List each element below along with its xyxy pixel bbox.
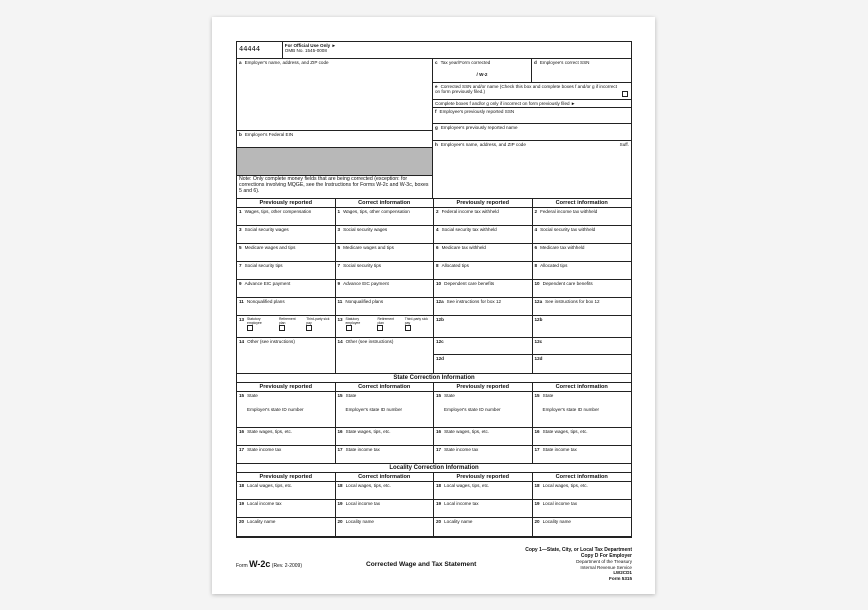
box-b[interactable]: b Employer's Federal EIN: [237, 131, 432, 148]
form-field[interactable]: [237, 482, 336, 499]
box-number: 15: [436, 393, 442, 398]
box-number: 6: [534, 245, 538, 250]
box-number: 17: [534, 447, 540, 452]
box-number: 19: [337, 501, 343, 506]
header-row: [237, 42, 631, 59]
box-number: 15: [337, 393, 343, 398]
money-row: [237, 262, 631, 280]
field-row: [237, 446, 631, 464]
field-row: [237, 428, 631, 446]
box-d[interactable]: d Employee's correct SSN: [534, 60, 590, 65]
box-number: 9: [239, 281, 242, 286]
form-field[interactable]: [434, 446, 533, 463]
field-label: Local income tax: [542, 501, 578, 506]
state-rows: [237, 392, 631, 464]
copy-1-label: Copy 1—State, City, or Local Tax Department: [525, 547, 632, 553]
box-g[interactable]: g Employee's previously reported name: [433, 124, 631, 141]
employer-column: [237, 59, 433, 198]
form-name: W-2c: [249, 559, 271, 569]
complete-note: Complete boxes f and/or g only if incorrect on form previously filed ►: [433, 100, 631, 108]
form-field[interactable]: [533, 244, 632, 261]
box-number: 16: [337, 429, 343, 434]
money-note: Note: Only complete money fields that are being corrected (exception: for corrections involving MQGE, see the Instructions for Forms W-2c and W-3c, boxes 5 and 6).: [239, 176, 429, 194]
box-e-label: Corrected SSN and/or name (Check this box and complete boxes f and/or g if incorrect on form previously filed.): [435, 84, 617, 94]
box-b-label: Employer's Federal EIN: [244, 132, 294, 137]
money-row: [237, 226, 631, 244]
suffix-label: Suff.: [619, 142, 629, 147]
sick-pay-checkbox[interactable]: [306, 325, 312, 331]
box-number: 15: [239, 393, 245, 398]
box-number: 11: [239, 299, 244, 304]
field-label: See instructions for box 12: [545, 299, 600, 304]
form-field[interactable]: [237, 244, 336, 261]
box-number: 4: [436, 227, 439, 232]
box-number: 3: [337, 227, 341, 232]
box-number: 16: [239, 429, 245, 434]
official-use-label: For Official Use Only ►: [284, 43, 337, 48]
box-number: 18: [534, 483, 540, 488]
statutory-checkbox[interactable]: [247, 325, 253, 331]
field-label: Local wages, tips, etc.: [542, 483, 588, 488]
irs-label: Internal Revenue Service: [580, 564, 632, 570]
box-number: 19: [436, 501, 442, 506]
retirement-checkbox[interactable]: [377, 325, 383, 331]
box-number: 20: [534, 519, 540, 524]
box-f-label: Employee's previously reported SSN: [439, 109, 515, 114]
money-row: [237, 280, 631, 298]
box-number: 3: [239, 227, 242, 232]
field-label: Local wages, tips, etc.: [444, 483, 490, 488]
box-d-label: Employee's correct SSN: [539, 60, 590, 65]
box-number: 15: [534, 393, 540, 398]
state-header-row: [237, 383, 631, 392]
box-number: 20: [436, 519, 442, 524]
box-h-label: Employee's name, address, and ZIP code: [440, 142, 526, 147]
box-number: 19: [534, 501, 540, 506]
field-row: [237, 482, 631, 500]
form-field[interactable]: [533, 392, 632, 427]
form-field[interactable]: [533, 500, 632, 517]
money-header-row: [237, 199, 631, 208]
field-label: Social security wages: [244, 227, 289, 232]
form-field[interactable]: [533, 280, 632, 297]
box-number: 12a: [534, 299, 543, 304]
box12d-correct[interactable]: 12d: [534, 356, 543, 361]
box-number: 10: [436, 281, 442, 286]
form-field[interactable]: [237, 226, 336, 243]
box-number: 18: [239, 483, 245, 488]
field-label: State wages, tips, etc.: [345, 429, 391, 434]
header-correct: Correct information: [555, 384, 608, 390]
field-label: State: [542, 393, 554, 398]
box-number: 17: [436, 447, 442, 452]
form-field[interactable]: [533, 208, 632, 225]
box13-correct: 13 Statutory employee Retirement plan Third-party sick pay: [336, 316, 435, 337]
copy-d-label: Copy D For Employer: [580, 553, 632, 559]
shaded-area: [237, 148, 432, 176]
locality-rows: [237, 482, 631, 537]
sick-pay-checkbox[interactable]: [405, 325, 411, 331]
box14-row: [237, 338, 631, 374]
box-number: 2: [534, 209, 538, 214]
form-field[interactable]: [533, 226, 632, 243]
box-number: 6: [436, 245, 439, 250]
field-label: Local income tax: [345, 501, 381, 506]
form-field[interactable]: [336, 482, 435, 499]
field-label: Medicare wages and tips: [343, 245, 394, 250]
field-label: Medicare wages and tips: [244, 245, 296, 250]
box-cd-row: [433, 59, 631, 83]
field-label: Locality name: [542, 519, 571, 524]
box-number: 5: [239, 245, 242, 250]
header-prev: Previously reported: [237, 383, 336, 391]
statutory-employee: Statutory employee: [247, 317, 273, 332]
form-field[interactable]: [434, 262, 533, 279]
box-a-label: Employer's name, address, and ZIP code: [244, 60, 329, 65]
omb-box: [283, 42, 631, 58]
field-label: Local wages, tips, etc.: [345, 483, 391, 488]
form-field[interactable]: [336, 500, 435, 517]
form-field[interactable]: [434, 500, 533, 517]
header-prev: Previously reported: [434, 383, 533, 391]
box-number: 9: [337, 281, 341, 286]
box-f[interactable]: f Employee's previously reported SSN: [433, 108, 631, 124]
money-row: [237, 298, 631, 316]
field-label: Medicare tax withheld: [441, 245, 486, 250]
box-number: 12a: [436, 299, 444, 304]
box14-prev[interactable]: 14 Other (see instructions): [237, 338, 336, 373]
field-label: Local income tax: [444, 501, 479, 506]
field-label: Locality name: [247, 519, 276, 524]
box14-correct[interactable]: 14 Other (see instructions): [336, 338, 435, 373]
box-number: 10: [534, 281, 540, 286]
field-row: [237, 500, 631, 518]
form-field[interactable]: [434, 518, 533, 536]
money-row: [237, 244, 631, 262]
form-field[interactable]: [434, 392, 533, 427]
form-field[interactable]: [336, 298, 435, 315]
box-number: 17: [239, 447, 245, 452]
box-number: 2: [436, 209, 439, 214]
box-e: e Corrected SSN and/or name (Check this box and complete boxes f and/or g if incorrect on form previously filed.): [433, 83, 631, 100]
box-number: 19: [239, 501, 245, 506]
header-correct: Correct information: [336, 383, 435, 391]
form-field[interactable]: [336, 428, 435, 445]
box-number: 7: [337, 263, 341, 268]
form-field[interactable]: [434, 298, 533, 315]
field-label: State wages, tips, etc.: [542, 429, 588, 434]
box-e-checkbox[interactable]: [622, 91, 628, 97]
field-label: Social security tips: [244, 263, 283, 268]
box-number: 20: [239, 519, 245, 524]
box-number: 11: [337, 299, 343, 304]
box-number: 1: [239, 209, 242, 214]
field-label: Dependent care benefits: [444, 281, 495, 286]
retirement-plan: Retirement plan: [279, 317, 300, 332]
third-party-sick-pay: Third-party sick pay: [405, 317, 431, 332]
state-id-label: Employer's state ID number: [247, 407, 304, 412]
form-field[interactable]: [336, 446, 435, 463]
field-label: Medicare tax withheld: [540, 245, 585, 250]
box-c-label: Tax year/Form corrected: [440, 60, 491, 65]
field-row: [237, 392, 631, 428]
field-label: Social security tips: [343, 263, 382, 268]
locality-header-row: [237, 473, 631, 482]
form-field[interactable]: [434, 428, 533, 445]
control-number: 44444: [237, 42, 283, 58]
field-label: Social security wages: [343, 227, 388, 232]
form-field[interactable]: [237, 500, 336, 517]
box-number: 4: [534, 227, 538, 232]
box-number: 1: [337, 209, 341, 214]
header-prev-1: Previously reported: [237, 199, 336, 207]
field-label: State income tax: [345, 447, 380, 452]
field-label: Dependent care benefits: [542, 281, 593, 286]
box-c-value: / W-2: [476, 72, 488, 77]
header-prev: Previously reported: [434, 473, 533, 481]
field-label: State: [247, 393, 258, 398]
field-label: State income tax: [247, 447, 282, 452]
state-banner: State Correction Information: [237, 374, 631, 383]
field-label: Wages, tips, other compensation: [244, 209, 312, 214]
employee-column: [433, 59, 631, 198]
locality-banner: Locality Correction Information: [237, 464, 631, 473]
box13-row: [237, 316, 631, 338]
identity-block: [237, 59, 631, 199]
field-label: Social security tax withheld: [441, 227, 497, 232]
form-field[interactable]: [237, 518, 336, 536]
box-h[interactable]: h Employee's name, address, and ZIP code Suff.: [435, 142, 629, 147]
field-label: Allocated tips: [540, 263, 568, 268]
form-field[interactable]: [533, 482, 632, 499]
department-label: Department of the Treasury: [576, 559, 632, 564]
state-id-label: Employer's state ID number: [345, 407, 403, 412]
form-field[interactable]: [336, 518, 435, 536]
field-label: State income tax: [542, 447, 577, 452]
field-label: State: [345, 393, 357, 398]
form-field[interactable]: [533, 262, 632, 279]
money-row: [237, 208, 631, 226]
field-label: Allocated tips: [441, 263, 469, 268]
field-label: State income tax: [444, 447, 479, 452]
field-label: Social security tax withheld: [540, 227, 596, 232]
box-number: 8: [534, 263, 538, 268]
form-field[interactable]: [237, 280, 336, 297]
form-field[interactable]: [336, 280, 435, 297]
header-prev-2: Previously reported: [434, 199, 533, 207]
form-field[interactable]: [336, 226, 435, 243]
form-code-2: Form 5315: [609, 575, 632, 581]
form-field[interactable]: [336, 244, 435, 261]
field-label: Nonqualified plans: [345, 299, 384, 304]
statutory-employee: Statutory employee: [346, 317, 372, 332]
field-label: State wages, tips, etc.: [444, 429, 490, 434]
box12b-prev[interactable]: 12b: [434, 316, 533, 337]
form-field[interactable]: [237, 262, 336, 279]
field-label: Nonqualified plans: [246, 299, 285, 304]
box12cd-correct: [533, 338, 631, 373]
form-field[interactable]: [434, 482, 533, 499]
form-field[interactable]: [237, 208, 336, 225]
form-id: Form W-2c (Rev. 2-2009): [236, 559, 302, 569]
form-code-1: LW2CD1: [613, 570, 632, 575]
form-field[interactable]: [533, 518, 632, 536]
box12c-prev[interactable]: 12c: [434, 338, 531, 355]
form-field[interactable]: [434, 280, 533, 297]
form-revision: (Rev. 2-2009): [271, 563, 302, 569]
header-correct-1: Correct information: [336, 199, 435, 207]
box-a[interactable]: a Employer's name, address, and ZIP code: [237, 59, 432, 131]
box12c-correct[interactable]: 12c: [533, 338, 631, 355]
state-id-label: Employer's state ID number: [542, 407, 600, 412]
box-number: 20: [337, 519, 343, 524]
header-correct: Correct information: [555, 474, 608, 480]
form-field[interactable]: [434, 244, 533, 261]
field-label: Locality name: [345, 519, 374, 524]
form-field[interactable]: [434, 226, 533, 243]
retirement-plan: Retirement plan: [377, 317, 398, 332]
box-g-label: Employee's previously reported name: [440, 125, 518, 130]
form-title: Corrected Wage and Tax Statement: [366, 561, 477, 568]
box-number: 18: [436, 483, 442, 488]
form-field[interactable]: [533, 446, 632, 463]
form-field[interactable]: [434, 208, 533, 225]
box-number: 16: [436, 429, 442, 434]
field-label: Advance EIC payment: [343, 281, 389, 286]
form-field[interactable]: [237, 446, 336, 463]
third-party-sick-pay: Third-party sick pay: [306, 317, 332, 332]
field-label: See instructions for box 12: [446, 299, 502, 304]
field-label: Local wages, tips, etc.: [247, 483, 293, 488]
box-number: 17: [337, 447, 343, 452]
money-rows: [237, 208, 631, 316]
box13-prev: 13 Statutory employee Retirement plan Third-party sick pay: [237, 316, 336, 337]
header-correct-2: Correct information: [555, 200, 608, 206]
field-row: [237, 518, 631, 537]
field-label: State: [444, 393, 455, 398]
header-prev: Previously reported: [237, 473, 336, 481]
box-number: 16: [534, 429, 540, 434]
field-label: Local income tax: [247, 501, 282, 506]
form-field[interactable]: [533, 298, 632, 315]
box12d-prev[interactable]: 12d: [436, 356, 444, 361]
omb-number: OMB No. 1545-0008: [284, 48, 327, 53]
box-number: 5: [337, 245, 341, 250]
retirement-checkbox[interactable]: [279, 325, 285, 331]
field-label: Federal income tax withheld: [540, 209, 598, 214]
field-label: State wages, tips, etc.: [247, 429, 293, 434]
header-correct: Correct information: [336, 473, 435, 481]
box12cd-prev: [434, 338, 532, 373]
form-field[interactable]: [237, 428, 336, 445]
state-id-label: Employer's state ID number: [444, 407, 501, 412]
copy-info: [525, 547, 632, 581]
box12b-correct[interactable]: 12b: [534, 317, 543, 322]
w2c-form: [236, 41, 632, 538]
field-label: Federal income tax withheld: [441, 209, 499, 214]
box-number: 18: [337, 483, 343, 488]
form-field[interactable]: [336, 262, 435, 279]
form-field[interactable]: [237, 298, 336, 315]
form-field[interactable]: [336, 208, 435, 225]
box-number: 8: [436, 263, 439, 268]
form-field[interactable]: [336, 392, 435, 427]
form-sheet: [212, 17, 655, 594]
box-number: 7: [239, 263, 242, 268]
field-label: Locality name: [444, 519, 473, 524]
box-c[interactable]: c Tax year/Form corrected / W-2: [433, 59, 532, 82]
form-field[interactable]: [533, 428, 632, 445]
field-label: Wages, tips, other compensation: [343, 209, 410, 214]
field-label: Advance EIC payment: [244, 281, 291, 286]
statutory-checkbox[interactable]: [346, 325, 352, 331]
form-field[interactable]: [237, 392, 336, 427]
